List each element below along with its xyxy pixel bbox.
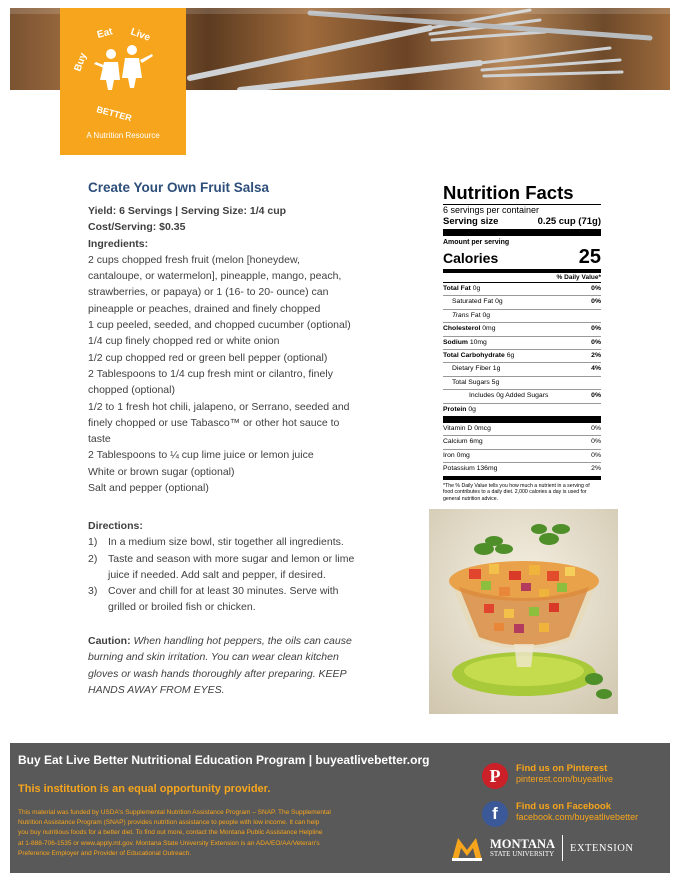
funding-disclaimer: [18, 808, 413, 859]
svg-text:Buy: Buy: [72, 51, 90, 74]
buy-eat-live-better-logo: [60, 8, 186, 155]
ingredient-line: strawberries, or papaya) or 1 (16- to 20- ounce) can: [88, 286, 329, 299]
facebook-icon: f: [482, 801, 508, 827]
vitamin-dv: 0%: [591, 425, 601, 433]
facebook-url[interactable]: facebook.com/buyeatlivebetter: [516, 812, 639, 822]
program-title: Buy Eat Live Better Nutritional Education Program | buyeatlivebetter.org: [18, 753, 430, 767]
vitamin-amount: 0mcg: [474, 425, 491, 433]
caution-text: HANDS AWAY FROM EYES.: [88, 683, 225, 696]
disclaimer-line: Nutrition Assistance Program (SNAP) provides nutrition assistance to people with low income. It can help: [18, 819, 320, 827]
nutrient-row: [443, 404, 601, 416]
equal-opportunity-statement: This institution is an equal opportunity provider.: [18, 783, 271, 795]
nutrient-amount: 1g: [492, 365, 501, 373]
nutrient-label: Total Fat: [443, 285, 471, 292]
nutrient-label: Includes 0g Added Sugars: [469, 392, 549, 400]
vitamin-row: [443, 450, 601, 463]
vitamin-row: [443, 436, 601, 449]
vitamin-label: Potassium: [443, 465, 475, 473]
msu-m-icon: [450, 834, 484, 862]
vitamin-row: [443, 423, 601, 436]
vitamin-label: Vitamin D: [443, 425, 473, 433]
disclaimer-line: This material was funded by USDA's Supplemental Nutrition Assistance Program – SNAP. The Supplemental: [18, 809, 331, 816]
nutrient-label: Saturated Fat: [452, 298, 494, 306]
nutrient-row: [443, 337, 601, 350]
vitamin-dv: 0%: [591, 451, 601, 459]
ingredient-line: chopped (optional): [88, 384, 175, 397]
logo-tagline: A Nutrition Resource: [86, 131, 160, 140]
ingredient-line: 2 cups chopped fresh fruit (melon [honeydew,: [88, 253, 300, 266]
extension-label: EXTENSION: [570, 842, 634, 854]
recipe-section: [88, 180, 398, 496]
nutrient-label: Total Sugars: [452, 378, 490, 386]
calories-value: 25: [578, 246, 601, 268]
facebook-title: Find us on Facebook: [516, 801, 612, 812]
amount-per-serving: Amount per serving: [443, 239, 510, 246]
nutrient-dv: 0%: [591, 325, 601, 333]
vitamin-dv: 2%: [591, 465, 601, 473]
montana-state-extension-logo: [450, 831, 660, 865]
disclaimer-line: Preference Employer and Provider of Educational Outreach.: [18, 849, 192, 857]
vitamin-amount: 6mg: [469, 438, 483, 446]
svg-text:Eat: Eat: [95, 26, 114, 41]
caution-text: gloves or wash hands thoroughly after preparing. KEEP: [88, 667, 347, 680]
nutrient-row: [443, 323, 601, 336]
recipe-cost: Cost/Serving: $0.35: [88, 221, 186, 234]
daily-value-footnote: *The % Daily Value tells you how much a nutrient in a serving of food contributes to a daily diet. 2,000 calories a day is used for general nutrition advice.: [443, 482, 590, 502]
nutrient-dv: 0%: [591, 338, 601, 346]
disclaimer-line: at 1-888-706-1535 or www.apply.mt.gov. Montana State University Extension is an ADA/EO/AA/Veteran's: [18, 839, 320, 847]
step-text: Cover and chill for at least 30 minutes. Serve with: [108, 585, 339, 598]
nutrient-label: Cholesterol: [443, 325, 481, 333]
ingredient-line: 2 Tablespoons to ¼ cup lime juice or lemon juice: [88, 449, 314, 462]
nutrition-facts-label: [443, 183, 601, 502]
direction-step: [88, 534, 398, 550]
nutrient-label: Dietary Fiber: [452, 365, 491, 373]
calories-label: Calories: [443, 250, 499, 266]
fruit-salsa-photo: [429, 509, 618, 714]
servings-per-container: 6 servings per container: [443, 205, 540, 215]
nutrient-dv: 0%: [591, 285, 601, 292]
ingredient-line: taste: [88, 433, 111, 446]
step-text: grilled or broiled fish or chicken.: [108, 601, 256, 614]
nutrient-amount: 10mg: [469, 338, 487, 346]
caution-text: When handling hot peppers, the oils can cause: [130, 635, 352, 647]
nutrient-amount: 6g: [506, 352, 515, 360]
pinterest-title: Find us on Pinterest: [516, 763, 608, 774]
ingredient-line: Salt and pepper (optional): [88, 482, 209, 495]
nutrition-title: Nutrition Facts: [443, 183, 601, 205]
nutrient-amount: 5g: [491, 378, 500, 386]
calories-row: [443, 246, 601, 269]
nutrient-row: [443, 296, 601, 309]
directions-label: Directions:: [88, 520, 143, 532]
nutrient-row: [443, 310, 601, 323]
nutrient-row: [443, 283, 601, 296]
facebook-link[interactable]: [482, 801, 638, 827]
pinterest-icon: P: [482, 763, 508, 789]
nutrient-dv: 2%: [591, 352, 601, 360]
ingredient-line: pineapple or peaches, drained and finely chopped: [88, 302, 321, 315]
ingredient-line: 1/2 cup chopped red or green bell pepper (optional): [88, 351, 328, 364]
vitamin-row: [443, 463, 601, 475]
recipe-yield: Yield: 6 Servings | Serving Size: 1/4 cup: [88, 205, 287, 217]
footer: [10, 743, 670, 873]
nutrient-label: Sodium: [443, 338, 468, 346]
serving-size-row: [443, 216, 601, 227]
ingredient-line: 1 cup peeled, seeded, and chopped cucumber (optional): [88, 319, 351, 332]
nutrient-amount: 0g: [468, 405, 476, 413]
vitamin-amount: 0mg: [456, 451, 470, 459]
svg-text:Live: Live: [128, 26, 152, 44]
caution-label: Caution:: [88, 635, 131, 647]
nutrient-dv: 0%: [591, 298, 601, 306]
nutrient-row: [443, 350, 601, 363]
nutrient-dv: 4%: [591, 365, 601, 373]
daily-value-header: % Daily Value*: [443, 273, 601, 283]
ingredients-label: Ingredients:: [88, 237, 149, 250]
nutrient-row: [443, 377, 601, 390]
nutrient-row: [443, 363, 601, 376]
serving-size-value: 0.25 cup (71g): [537, 216, 601, 227]
vitamin-amount: 136mg: [476, 465, 498, 473]
caution-note: [88, 633, 398, 698]
nutrient-amount: 0g: [472, 285, 481, 292]
step-text: juice if needed. Add salt and pepper, if desired.: [108, 568, 326, 581]
step-number: 3): [88, 585, 98, 598]
msu-subname: STATE UNIVERSITY: [490, 850, 555, 858]
nutrition-divider: [443, 229, 601, 236]
msu-name: MONTANA: [490, 837, 556, 851]
step-text: In a medium size bowl, stir together all ingredients.: [108, 536, 344, 549]
vitamin-dv: 0%: [591, 438, 601, 446]
nutrient-label: Trans: [452, 311, 469, 319]
direction-step: [88, 551, 398, 584]
serving-size-label: Serving size: [443, 216, 499, 227]
ingredient-line: White or brown sugar (optional): [88, 465, 235, 478]
caution-text: burning and skin irritation. You can wear clean kitchen: [88, 651, 339, 664]
pinterest-url[interactable]: pinterest.com/buyeatlive: [516, 774, 614, 784]
ingredient-line: 1/2 to 1 fresh hot chili, jalapeno, or Serrano, seeded and: [88, 400, 350, 413]
step-number: 1): [88, 536, 98, 549]
ingredient-line: cantaloupe, or watermelon], pineapple, mango, peach,: [88, 270, 342, 283]
vitamin-label: Iron: [443, 451, 455, 459]
nutrient-label: Total Carbohydrate: [443, 352, 505, 360]
logo-divider: [562, 835, 563, 861]
direction-step: [88, 583, 398, 616]
nutrient-amount: 0g: [495, 298, 503, 306]
nutrient-row: [443, 390, 601, 403]
vitamin-label: Calcium: [443, 438, 468, 446]
nutrition-divider: [443, 476, 601, 480]
nutrient-amount: 0mg: [482, 325, 496, 333]
ingredient-line: 2 Tablespoons to 1/4 cup fresh mint or cilantro, finely: [88, 367, 333, 380]
ingredient-line: 1/4 cup finely chopped red or white onion: [88, 335, 280, 348]
ingredient-line: finely chopped or use Tabasco™ or other hot sauce to: [88, 416, 340, 429]
nutrient-amount: Fat 0g: [470, 311, 491, 319]
svg-text:BETTER: BETTER: [95, 104, 133, 124]
nutrient-dv: 0%: [591, 392, 601, 400]
pinterest-link[interactable]: [482, 763, 613, 789]
nutrient-label: Protein: [443, 405, 467, 413]
recipe-title: Create Your Own Fruit Salsa: [88, 180, 270, 195]
step-number: 2): [88, 552, 98, 565]
step-text: Taste and season with more sugar and lemon or lime: [108, 552, 355, 565]
nutrition-divider: [443, 416, 601, 423]
directions-section: [88, 518, 398, 616]
disclaimer-line: you buy nutritious foods for a better diet. To find out more, contact the Montana Public Assistance Helpline: [18, 829, 323, 837]
